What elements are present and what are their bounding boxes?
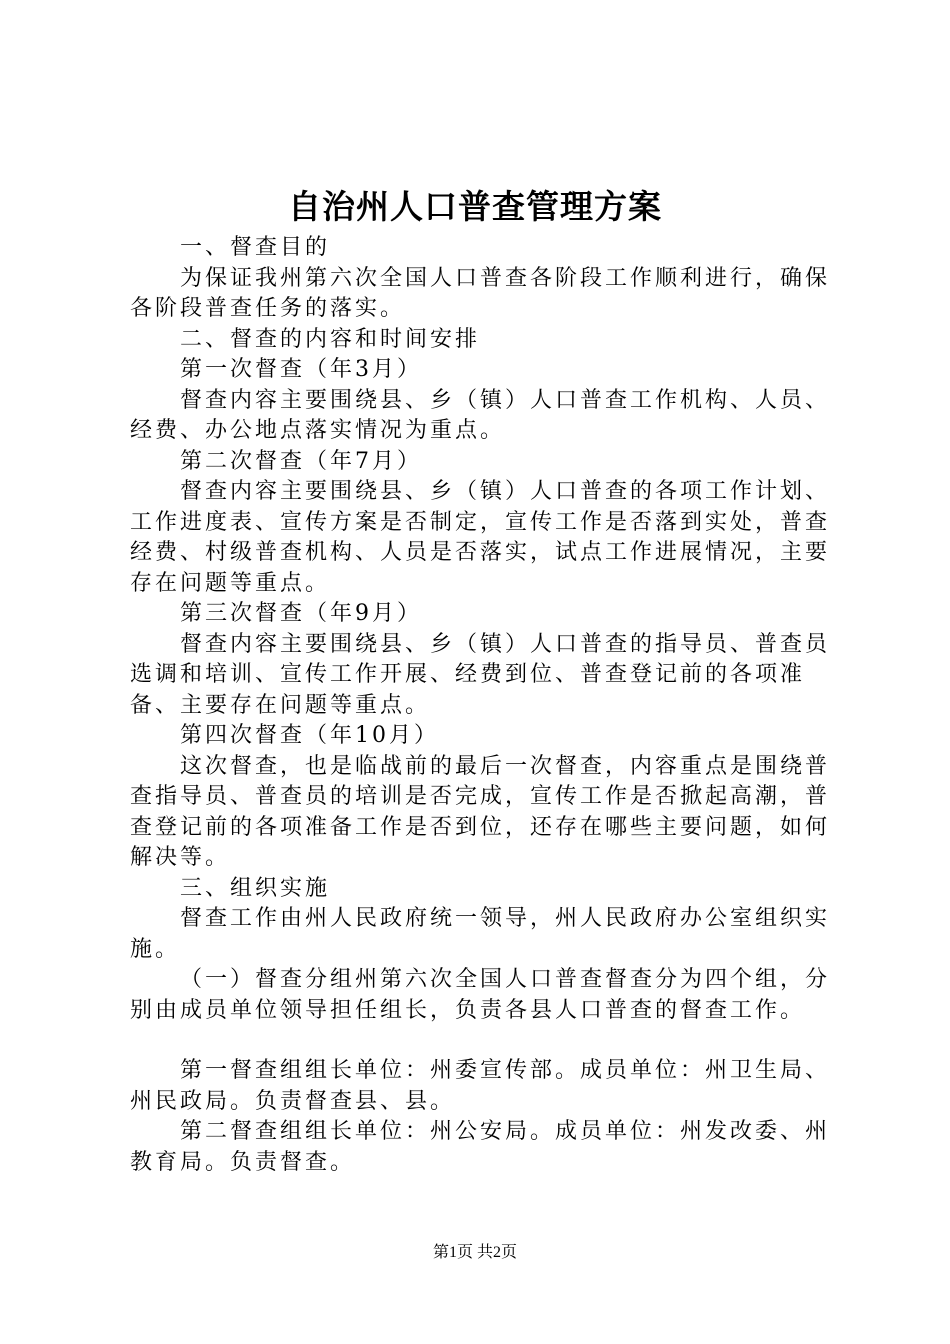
inspection-paragraph-3: 督查内容主要围绕县、乡（镇）人口普查的指导员、普查员选调和培训、宣传工作开展、经费到位、普查登记前的各项准备、主要存在问题等重点。 (130, 631, 831, 718)
inspection-heading-4: 第四次督查（年10月） (180, 723, 439, 748)
inspection-paragraph-4: 这次督查，也是临战前的最后一次督查，内容重点是围绕普查指导员、普查员的培训是否完成，宣传工作是否掀起高潮，普查登记前的各项准备工作是否到位，还存在哪些主要问题，如何解决等。 (130, 753, 831, 870)
inspection-paragraph-2: 督查内容主要围绕县、乡（镇）人口普查的各项工作计划、工作进度表、宣传方案是否制定，宣传工作是否落到实处，普查经费、村级普查机构、人员是否落实，试点工作进展情况，主要存在问题等重点。 (130, 479, 831, 596)
inspection-heading-3: 第三次督查（年9月） (180, 601, 422, 626)
inspection-heading-2: 第二次督查（年7月） (180, 448, 422, 474)
section-heading-content: 二、督查的内容和时间安排 (180, 326, 481, 352)
inspection-heading-1: 第一次督查（年3月） (180, 357, 422, 382)
section-heading-implementation: 三、组织实施 (180, 875, 331, 901)
section-heading-purpose: 一、督查目的 (180, 235, 331, 260)
paragraph-group-1: 第一督查组组长单位：州委宣传部。成员单位：州卫生局、州民政局。负责督查县、县。 (130, 1058, 831, 1114)
paragraph-group-2: 第二督查组组长单位：州公安局。成员单位：州发改委、州教育局。负责督查。 (130, 1119, 831, 1175)
inspection-paragraph-1: 督查内容主要围绕县、乡（镇）人口普查工作机构、人员、经费、办公地点落实情况为重点。 (130, 387, 831, 443)
paragraph-grouping: （一）督查分组州第六次全国人口普查督查分为四个组，分别由成员单位领导担任组长，负责各县人口普查的督查工作。 (130, 967, 831, 1023)
document-body (130, 233, 846, 1178)
paragraph-purpose: 为保证我州第六次全国人口普查各阶段工作顺利进行，确保各阶段普查任务的落实。 (130, 265, 831, 321)
page-footer: 第1页 共2页 (432, 1244, 517, 1261)
document-title: 自治州人口普查管理方案 (288, 187, 662, 226)
paragraph-implementation: 督查工作由州人民政府统一领导，州人民政府办公室组织实施。 (130, 906, 831, 962)
